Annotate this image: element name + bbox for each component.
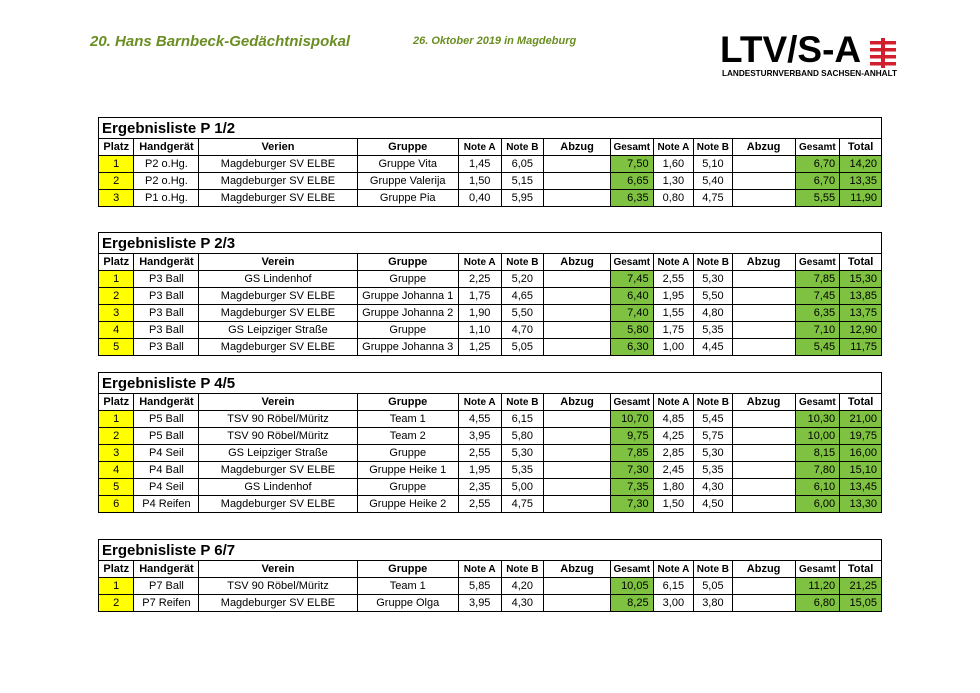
table-cell: 21,00: [840, 411, 882, 428]
table-cell: 5: [99, 339, 134, 356]
table-cell: P5 Ball: [134, 428, 199, 445]
table-cell: 3,95: [458, 595, 501, 612]
table-cell: [544, 578, 611, 595]
column-header: Abzug: [732, 561, 795, 578]
table-cell: Magdeburger SV ELBE: [199, 305, 357, 322]
table-header-row: [99, 561, 882, 578]
table-cell: 6,05: [501, 156, 544, 173]
table-cell: 1: [99, 411, 134, 428]
table-cell: 4,65: [501, 288, 544, 305]
table-cell: 6,00: [795, 496, 840, 513]
table-cell: 7,35: [611, 479, 654, 496]
column-header: Total: [840, 139, 882, 156]
column-header: Abzug: [544, 139, 611, 156]
column-header: Verien: [199, 139, 357, 156]
table-cell: 6,10: [795, 479, 840, 496]
column-header: Note B: [501, 254, 544, 271]
table-cell: [732, 305, 795, 322]
table-cell: 5,50: [501, 305, 544, 322]
table-cell: [732, 190, 795, 207]
column-header: Gesamt: [795, 394, 840, 411]
table-cell: 4,75: [694, 190, 733, 207]
table-cell: 4,25: [653, 428, 694, 445]
table-cell: 8,25: [611, 595, 654, 612]
table-cell: [544, 496, 611, 513]
table-cell: TSV 90 Röbel/Müritz: [199, 428, 357, 445]
table-cell: [544, 445, 611, 462]
table-cell: [544, 305, 611, 322]
column-header: Abzug: [544, 254, 611, 271]
table-cell: 12,90: [840, 322, 882, 339]
table-cell: 13,45: [840, 479, 882, 496]
column-header: Handgerät: [134, 254, 199, 271]
table-cell: 1,95: [653, 288, 694, 305]
column-header: Note B: [694, 394, 733, 411]
column-header: Gesamt: [795, 254, 840, 271]
table-cell: 5,30: [694, 271, 733, 288]
table-cell: [544, 595, 611, 612]
ltv-logo: [720, 29, 898, 80]
table-cell: [544, 462, 611, 479]
table-cell: 10,00: [795, 428, 840, 445]
table-cell: 5,55: [795, 190, 840, 207]
table-cell: 6,80: [795, 595, 840, 612]
table-cell: [732, 496, 795, 513]
table-cell: 7,50: [611, 156, 654, 173]
table-cell: 3: [99, 305, 134, 322]
table-cell: 2,55: [653, 271, 694, 288]
column-header: Gesamt: [611, 254, 654, 271]
table-cell: 1,75: [653, 322, 694, 339]
table-cell: 13,75: [840, 305, 882, 322]
table-cell: [732, 578, 795, 595]
table-cell: 4,20: [501, 578, 544, 595]
table-cell: 1,95: [458, 462, 501, 479]
table-cell: 1,10: [458, 322, 501, 339]
table-cell: Magdeburger SV ELBE: [199, 496, 357, 513]
column-header: Verein: [199, 394, 357, 411]
table-cell: 6,15: [653, 578, 694, 595]
table-cell: 7,85: [611, 445, 654, 462]
table-cell: 2,25: [458, 271, 501, 288]
table-cell: [732, 339, 795, 356]
table-cell: P3 Ball: [134, 339, 199, 356]
competition-date: 26. Oktober 2019 in Magdeburg: [413, 35, 577, 47]
table-cell: 5,40: [694, 173, 733, 190]
table-row: [99, 322, 882, 339]
table-cell: 3: [99, 190, 134, 207]
table-cell: 1,45: [458, 156, 501, 173]
table-cell: 1: [99, 578, 134, 595]
column-header: Note B: [694, 254, 733, 271]
table-cell: Gruppe Johanna 2: [357, 305, 458, 322]
table-cell: P4 Ball: [134, 462, 199, 479]
table-cell: Magdeburger SV ELBE: [199, 288, 357, 305]
column-header: Note A: [653, 254, 694, 271]
table-cell: 1,50: [458, 173, 501, 190]
table-row: [99, 578, 882, 595]
table-cell: 11,90: [840, 190, 882, 207]
table-cell: Magdeburger SV ELBE: [199, 190, 357, 207]
table-cell: 2,55: [458, 496, 501, 513]
table-cell: Gruppe: [357, 479, 458, 496]
table-cell: Magdeburger SV ELBE: [199, 156, 357, 173]
table-cell: 4,75: [501, 496, 544, 513]
table-cell: [732, 462, 795, 479]
table-cell: 3: [99, 445, 134, 462]
table-cell: [732, 288, 795, 305]
table-cell: P4 Seil: [134, 479, 199, 496]
table-row: [99, 479, 882, 496]
table-cell: P7 Ball: [134, 578, 199, 595]
column-header: Platz: [99, 254, 134, 271]
table-cell: Gruppe Johanna 3: [357, 339, 458, 356]
table-cell: 8,15: [795, 445, 840, 462]
table-header-row: [99, 139, 882, 156]
table-cell: 1: [99, 271, 134, 288]
table-cell: Magdeburger SV ELBE: [199, 173, 357, 190]
column-header: Total: [840, 254, 882, 271]
table-cell: P3 Ball: [134, 322, 199, 339]
table-cell: 15,05: [840, 595, 882, 612]
table-cell: P5 Ball: [134, 411, 199, 428]
table-cell: [732, 479, 795, 496]
table-cell: 7,40: [611, 305, 654, 322]
table-cell: [544, 173, 611, 190]
column-header: Platz: [99, 561, 134, 578]
table-cell: GS Lindenhof: [199, 271, 357, 288]
table-row: [99, 305, 882, 322]
table-cell: 5,45: [694, 411, 733, 428]
table-cell: 15,30: [840, 271, 882, 288]
column-header: Total: [840, 561, 882, 578]
table-cell: P1 o.Hg.: [134, 190, 199, 207]
table-cell: Team 2: [357, 428, 458, 445]
column-header: Note A: [458, 394, 501, 411]
table-row: [99, 190, 882, 207]
table-cell: Team 1: [357, 578, 458, 595]
table-cell: 6,15: [501, 411, 544, 428]
column-header: Gesamt: [795, 561, 840, 578]
column-header: Gruppe: [357, 254, 458, 271]
table-cell: 4: [99, 322, 134, 339]
table-row: [99, 288, 882, 305]
table-cell: 2: [99, 173, 134, 190]
table-cell: 2,45: [653, 462, 694, 479]
table-row: [99, 339, 882, 356]
column-header: Note A: [458, 254, 501, 271]
table-cell: TSV 90 Röbel/Müritz: [199, 578, 357, 595]
table-cell: [732, 271, 795, 288]
table-cell: 13,35: [840, 173, 882, 190]
table-cell: Magdeburger SV ELBE: [199, 462, 357, 479]
column-header: Note B: [501, 394, 544, 411]
column-header: Note B: [694, 139, 733, 156]
table-cell: 5,45: [795, 339, 840, 356]
table-cell: 10,30: [795, 411, 840, 428]
table-cell: 7,10: [795, 322, 840, 339]
table-cell: Gruppe Heike 2: [357, 496, 458, 513]
column-header: Note A: [653, 394, 694, 411]
column-header: Abzug: [544, 561, 611, 578]
table-cell: 4,85: [653, 411, 694, 428]
table-cell: P3 Ball: [134, 288, 199, 305]
table-cell: [544, 190, 611, 207]
table-cell: 16,00: [840, 445, 882, 462]
table-row: [99, 595, 882, 612]
competition-title: 20. Hans Barnbeck-Gedächtnispokal: [90, 33, 351, 50]
table-cell: [732, 173, 795, 190]
table-row: [99, 445, 882, 462]
column-header: Gesamt: [795, 139, 840, 156]
table-cell: 2,85: [653, 445, 694, 462]
column-header: Handgerät: [134, 561, 199, 578]
table-cell: [732, 411, 795, 428]
table-cell: 19,75: [840, 428, 882, 445]
table-cell: 9,75: [611, 428, 654, 445]
column-header: Note A: [458, 139, 501, 156]
table-cell: 11,20: [795, 578, 840, 595]
table-cell: GS Leipziger Straße: [199, 322, 357, 339]
table-cell: [732, 445, 795, 462]
table-cell: [544, 156, 611, 173]
table-cell: P4 Reifen: [134, 496, 199, 513]
column-header: Total: [840, 394, 882, 411]
table-cell: P3 Ball: [134, 271, 199, 288]
table-cell: 4,45: [694, 339, 733, 356]
table-cell: 1: [99, 156, 134, 173]
table-cell: 13,85: [840, 288, 882, 305]
table-cell: 5,35: [501, 462, 544, 479]
table-cell: GS Lindenhof: [199, 479, 357, 496]
table-cell: 7,85: [795, 271, 840, 288]
table-cell: [544, 428, 611, 445]
table-cell: Gruppe: [357, 445, 458, 462]
table-cell: 1,50: [653, 496, 694, 513]
column-header: Gruppe: [357, 139, 458, 156]
column-header: Abzug: [544, 394, 611, 411]
table-cell: 6: [99, 496, 134, 513]
table-cell: 7,30: [611, 496, 654, 513]
table-cell: 3,00: [653, 595, 694, 612]
table-cell: 7,80: [795, 462, 840, 479]
table-cell: 2,35: [458, 479, 501, 496]
column-header: Verein: [199, 561, 357, 578]
results-table: [98, 117, 882, 207]
table-cell: 1,25: [458, 339, 501, 356]
table-row: [99, 411, 882, 428]
table-cell: 5,15: [501, 173, 544, 190]
table-cell: 5,50: [694, 288, 733, 305]
table-cell: 5,35: [694, 322, 733, 339]
table-cell: 11,75: [840, 339, 882, 356]
table-cell: 5,05: [501, 339, 544, 356]
table-cell: Gruppe Vita: [357, 156, 458, 173]
table-cell: [544, 479, 611, 496]
table-caption: Ergebnisliste P 2/3: [99, 233, 882, 254]
table-cell: 5,05: [694, 578, 733, 595]
table-cell: 10,05: [611, 578, 654, 595]
table-cell: [732, 156, 795, 173]
table-cell: 5,35: [694, 462, 733, 479]
column-header: Abzug: [732, 139, 795, 156]
column-header: Abzug: [732, 254, 795, 271]
table-cell: 6,40: [611, 288, 654, 305]
table-cell: 4,55: [458, 411, 501, 428]
table-cell: 1,75: [458, 288, 501, 305]
column-header: Gruppe: [357, 561, 458, 578]
table-cell: 5,95: [501, 190, 544, 207]
table-cell: [544, 288, 611, 305]
table-cell: P2 o.Hg.: [134, 156, 199, 173]
logo-mark-icon: [870, 38, 896, 68]
column-header: Note A: [653, 139, 694, 156]
table-caption: Ergebnisliste P 6/7: [99, 540, 882, 561]
column-header: Note A: [458, 561, 501, 578]
table-cell: 2: [99, 428, 134, 445]
table-cell: Team 1: [357, 411, 458, 428]
table-cell: P3 Ball: [134, 305, 199, 322]
table-cell: 5: [99, 479, 134, 496]
results-table: [98, 232, 882, 356]
column-header: Handgerät: [134, 139, 199, 156]
table-cell: Gruppe: [357, 322, 458, 339]
table-cell: [544, 411, 611, 428]
table-cell: 5,30: [694, 445, 733, 462]
results-table: [98, 539, 882, 612]
table-cell: GS Leipziger Straße: [199, 445, 357, 462]
logo-text: LTV/S-A: [720, 29, 862, 70]
table-cell: 5,75: [694, 428, 733, 445]
table-cell: 4,30: [501, 595, 544, 612]
table-cell: 0,80: [653, 190, 694, 207]
table-row: [99, 428, 882, 445]
column-header: Gesamt: [611, 139, 654, 156]
table-row: [99, 271, 882, 288]
table-cell: 2: [99, 595, 134, 612]
table-cell: Gruppe Pia: [357, 190, 458, 207]
table-cell: Gruppe Johanna 1: [357, 288, 458, 305]
table-cell: 3,95: [458, 428, 501, 445]
table-cell: Magdeburger SV ELBE: [199, 595, 357, 612]
table-row: [99, 173, 882, 190]
table-row: [99, 496, 882, 513]
table-cell: 6,70: [795, 156, 840, 173]
table-cell: 6,35: [795, 305, 840, 322]
table-cell: 14,20: [840, 156, 882, 173]
table-cell: 1,80: [653, 479, 694, 496]
table-cell: 7,45: [795, 288, 840, 305]
table-cell: [732, 595, 795, 612]
table-cell: 5,80: [611, 322, 654, 339]
table-cell: 5,30: [501, 445, 544, 462]
table-cell: 5,85: [458, 578, 501, 595]
column-header: Note B: [501, 139, 544, 156]
column-header: Gesamt: [611, 561, 654, 578]
table-cell: Gruppe: [357, 271, 458, 288]
table-cell: 5,80: [501, 428, 544, 445]
table-cell: Gruppe Olga: [357, 595, 458, 612]
logo-subtitle: LANDESTURNVERBAND SACHSEN-ANHALT: [722, 69, 897, 78]
column-header: Platz: [99, 139, 134, 156]
table-cell: [732, 322, 795, 339]
table-cell: P4 Seil: [134, 445, 199, 462]
table-row: [99, 156, 882, 173]
table-header-row: [99, 394, 882, 411]
table-cell: 5,10: [694, 156, 733, 173]
table-cell: 1,55: [653, 305, 694, 322]
table-cell: [732, 428, 795, 445]
table-row: [99, 462, 882, 479]
table-cell: 7,30: [611, 462, 654, 479]
table-cell: 6,30: [611, 339, 654, 356]
table-cell: 21,25: [840, 578, 882, 595]
table-cell: 1,30: [653, 173, 694, 190]
column-header: Verein: [199, 254, 357, 271]
table-cell: 4,50: [694, 496, 733, 513]
column-header: Platz: [99, 394, 134, 411]
table-cell: TSV 90 Röbel/Müritz: [199, 411, 357, 428]
table-header-row: [99, 254, 882, 271]
table-cell: 3,80: [694, 595, 733, 612]
table-cell: Magdeburger SV ELBE: [199, 339, 357, 356]
column-header: Gruppe: [357, 394, 458, 411]
table-cell: [544, 271, 611, 288]
table-cell: 2,55: [458, 445, 501, 462]
table-cell: [544, 339, 611, 356]
table-cell: 4,30: [694, 479, 733, 496]
column-header: Note B: [501, 561, 544, 578]
table-cell: P7 Reifen: [134, 595, 199, 612]
table-cell: 0,40: [458, 190, 501, 207]
column-header: Abzug: [732, 394, 795, 411]
table-caption: Ergebnisliste P 1/2: [99, 118, 882, 139]
column-header: Note B: [694, 561, 733, 578]
table-cell: 15,10: [840, 462, 882, 479]
table-cell: 2: [99, 288, 134, 305]
table-cell: Gruppe Heike 1: [357, 462, 458, 479]
table-cell: 1,00: [653, 339, 694, 356]
table-cell: [544, 322, 611, 339]
column-header: Handgerät: [134, 394, 199, 411]
table-cell: 6,35: [611, 190, 654, 207]
table-cell: 1,60: [653, 156, 694, 173]
table-cell: P2 o.Hg.: [134, 173, 199, 190]
column-header: Note A: [653, 561, 694, 578]
table-cell: 4,80: [694, 305, 733, 322]
table-cell: Gruppe Valerija: [357, 173, 458, 190]
results-table: [98, 372, 882, 513]
table-caption: Ergebnisliste P 4/5: [99, 373, 882, 394]
table-cell: 4: [99, 462, 134, 479]
table-cell: 6,70: [795, 173, 840, 190]
table-cell: 4,70: [501, 322, 544, 339]
table-cell: 1,90: [458, 305, 501, 322]
table-cell: 7,45: [611, 271, 654, 288]
table-cell: 13,30: [840, 496, 882, 513]
table-cell: 6,65: [611, 173, 654, 190]
column-header: Gesamt: [611, 394, 654, 411]
table-cell: 5,00: [501, 479, 544, 496]
table-cell: 10,70: [611, 411, 654, 428]
table-cell: 5,20: [501, 271, 544, 288]
